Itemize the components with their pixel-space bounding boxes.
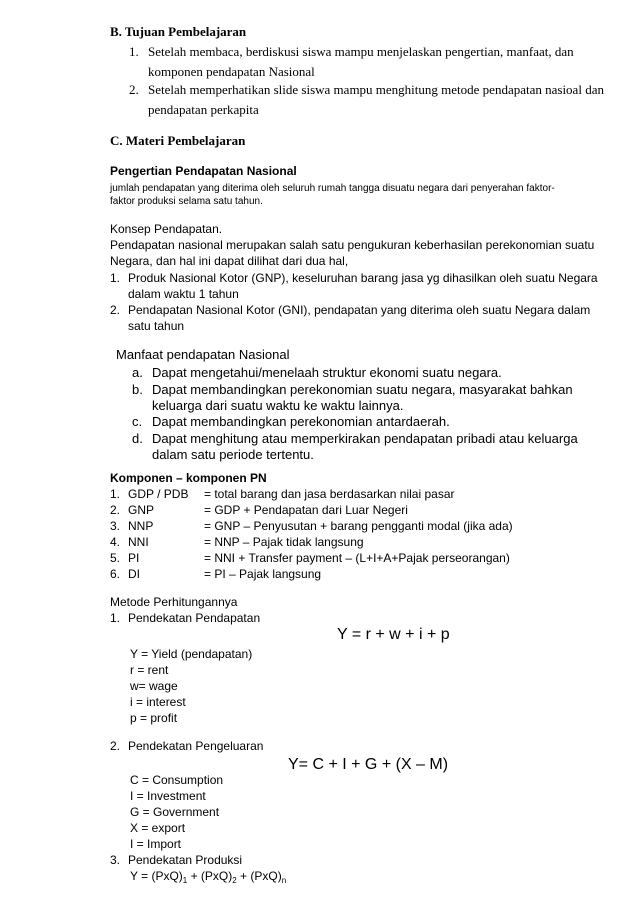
produksi-formula-prefix: Y = (PxQ): [130, 869, 183, 883]
pendapatan-label: Pendekatan Pendapatan: [128, 611, 261, 625]
komponen-item-2-num: 2.: [110, 503, 121, 517]
komponen-item-3-term: NNP: [128, 519, 154, 533]
produksi-formula-sub3: n: [281, 876, 287, 885]
manfaat-item-c-letter: c.: [132, 414, 143, 429]
konsep-item-1-num: 1.: [110, 271, 121, 285]
pengeluaran-var-1: C = Consumption: [130, 773, 224, 787]
manfaat-item-b-line1: Dapat membandingkan perekonomian suatu negara, masyarakat bahkan: [152, 382, 573, 397]
komponen-item-5-term: PI: [128, 551, 140, 565]
produksi-formula-plus1: + (PxQ): [187, 869, 233, 883]
pengeluaran-var-3: G = Government: [130, 805, 220, 819]
tujuan-item-1-line1: Setelah membaca, berdiskusi siswa mampu menjelaskan pengertian, manfaat, dan: [148, 44, 574, 59]
produksi-formula-sub1: 1: [182, 876, 188, 885]
manfaat-item-d-letter: d.: [132, 431, 143, 446]
konsep-item-2-line2: satu tahun: [128, 319, 185, 333]
konsep-item-1-line1: Produk Nasional Kotor (GNP), keseluruhan barang jasa yg dihasilkan oleh suatu Negara: [128, 271, 598, 285]
komponen-item-6-def: = PI – Pajak langsung: [204, 567, 322, 581]
manfaat-item-d-line1: Dapat menghitung atau memperkirakan pendapatan pribadi atau keluarga: [152, 431, 578, 446]
manfaat-item-d-line2: dalam satu periode tertentu.: [152, 447, 314, 462]
pengeluaran-var-4: X = export: [130, 821, 186, 835]
pengeluaran-var-2: I = Investment: [130, 789, 206, 803]
komponen-item-6-term: DI: [128, 567, 140, 581]
konsep-item-2-num: 2.: [110, 303, 121, 317]
konsep-item-2-line1: Pendapatan Nasional Kotor (GNI), pendapatan yang diterima oleh suatu Negara dalam: [128, 303, 591, 317]
komponen-item-4-term: NNI: [128, 535, 149, 549]
komponen-item-5-def: = NNI + Transfer payment – (L+I+A+Pajak perseorangan): [204, 551, 510, 565]
konsep-title: Konsep Pendapatan.: [110, 222, 223, 236]
komponen-item-4-def: = NNP – Pajak tidak langsung: [204, 535, 364, 549]
pendapatan-var-1: Y = Yield (pendapatan): [130, 647, 253, 661]
komponen-item-3-num: 3.: [110, 519, 121, 533]
produksi-formula-plus2: + (PxQ): [236, 869, 282, 883]
manfaat-item-a-line1: Dapat mengetahui/menelaah struktur ekonomi suatu negara.: [152, 365, 502, 380]
pendapatan-num: 1.: [110, 611, 121, 625]
manfaat-item-a-letter: a.: [132, 365, 143, 380]
komponen-item-1-term: GDP / PDB: [128, 487, 189, 501]
konsep-line1: Pendapatan nasional merupakan salah satu pengukuran keberhasilan perekonomian suatu: [110, 238, 595, 252]
manfaat-title: Manfaat pendapatan Nasional: [116, 347, 290, 362]
tujuan-item-2-line1: Setelah memperhatikan slide siswa mampu menghitung metode pendapatan nasioal dan: [148, 82, 604, 97]
metode-title: Metode Perhitungannya: [110, 595, 238, 609]
produksi-label: Pendekatan Produksi: [128, 853, 243, 867]
komponen-item-1-num: 1.: [110, 487, 121, 501]
pengertian-title: Pengertian Pendapatan Nasional: [110, 164, 297, 178]
pendapatan-var-3: w= wage: [130, 679, 178, 693]
komponen-item-5-num: 5.: [110, 551, 121, 565]
konsep-line2: Negara, dan hal ini dapat dilihat dari dua hal,: [110, 254, 349, 268]
pengertian-line2: faktor produksi selama satu tahun.: [110, 196, 263, 207]
pengertian-line1: jumlah pendapatan yang diterima oleh seluruh rumah tangga disuatu negara dari penyerahan faktor-: [110, 183, 555, 194]
produksi-formula: [130, 869, 286, 885]
komponen-item-3-def: = GNP – Penyusutan + barang pengganti modal (jika ada): [204, 519, 513, 533]
pendapatan-formula: Y = r + w + i + p: [337, 626, 450, 643]
manfaat-item-b-letter: b.: [132, 382, 143, 397]
produksi-formula-sub2: 2: [232, 876, 237, 885]
pendapatan-var-5: p = profit: [130, 711, 178, 725]
produksi-num: 3.: [110, 853, 121, 867]
section-c-heading: C. Materi Pembelajaran: [110, 133, 246, 148]
manfaat-item-b-line2: keluarga dari suatu waktu ke waktu lainnya.: [152, 398, 404, 413]
manfaat-item-c-line1: Dapat membandingkan perekonomian antardaerah.: [152, 414, 450, 429]
tujuan-item-2-num: 2.: [129, 82, 139, 97]
pengeluaran-formula: Y= C + I + G + (X – M): [288, 756, 449, 773]
tujuan-item-2-line2: pendapatan perkapita: [148, 102, 259, 117]
pengeluaran-var-5: I = Import: [130, 837, 182, 851]
konsep-item-1-line2: dalam waktu 1 tahun: [128, 287, 239, 301]
komponen-item-2-def: = GDP + Pendapatan dari Luar Negeri: [204, 503, 408, 517]
section-b-heading: B. Tujuan Pembelajaran: [110, 24, 247, 39]
pengeluaran-label: Pendekatan Pengeluaran: [128, 739, 264, 753]
komponen-title: Komponen – komponen PN: [110, 471, 267, 485]
pengeluaran-num: 2.: [110, 739, 121, 753]
pendapatan-var-4: i = interest: [130, 695, 186, 709]
pendapatan-var-2: r = rent: [130, 663, 169, 677]
komponen-item-4-num: 4.: [110, 535, 121, 549]
tujuan-item-1-line2: komponen pendapatan Nasional: [148, 64, 315, 79]
tujuan-item-1-num: 1.: [129, 44, 139, 59]
komponen-item-6-num: 6.: [110, 567, 121, 581]
komponen-item-2-term: GNP: [128, 503, 155, 517]
komponen-item-1-def: = total barang dan jasa berdasarkan nilai pasar: [204, 487, 455, 501]
